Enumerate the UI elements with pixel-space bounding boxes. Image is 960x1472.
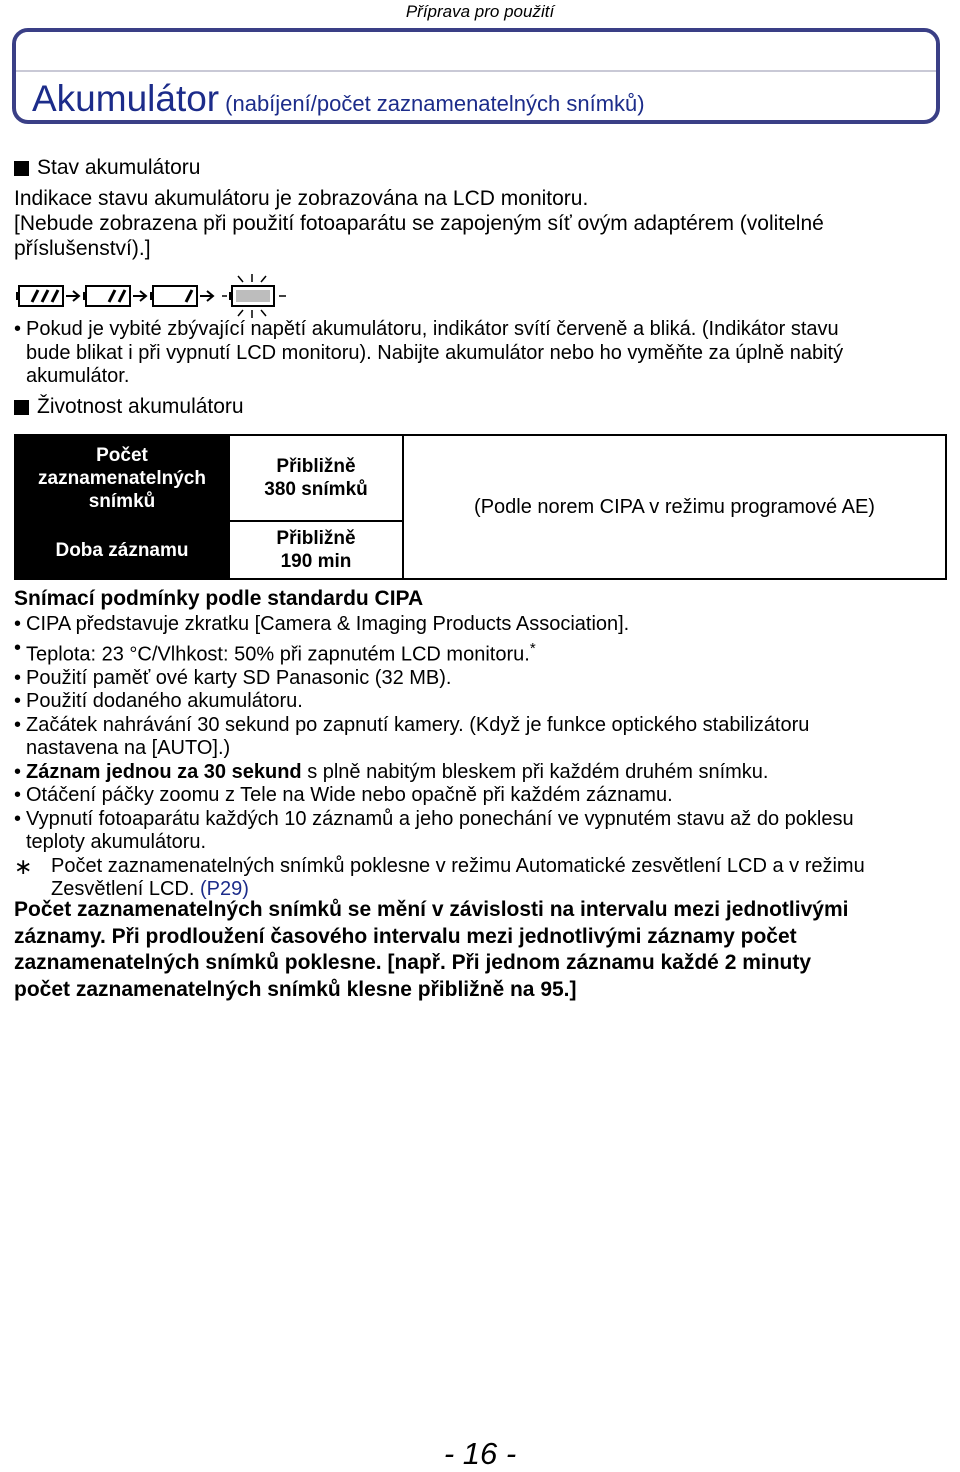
battery-full-icon bbox=[16, 286, 63, 306]
page-number: - 16 - bbox=[443, 1436, 517, 1471]
value-line: Přibližně bbox=[276, 528, 356, 549]
square-bullet-icon bbox=[14, 400, 29, 415]
table-row bbox=[15, 435, 946, 521]
section-heading-battery-life bbox=[14, 395, 244, 419]
battery-empty-blinking-icon bbox=[222, 274, 286, 318]
page-reference-link[interactable]: (P29) bbox=[199, 878, 249, 901]
list-item bbox=[14, 761, 949, 785]
battery-sequence-svg bbox=[16, 272, 296, 318]
list-item bbox=[14, 784, 949, 808]
status-line-2: [Nebude zobrazena při použití fotoaparátu se zapojeným síť ovým adaptérem (volitelné bbox=[14, 212, 824, 235]
list-item bbox=[14, 637, 949, 667]
summary-line: záznamy. Při prodloužení časového intervalu mezi jednotlivými záznamy počet bbox=[14, 924, 797, 948]
page-title-sub: (nabíjení/počet zaznamenatelných snímků) bbox=[225, 91, 645, 116]
battery-note-list bbox=[14, 318, 949, 389]
item-text: Použití dodaného akumulátoru. bbox=[26, 690, 303, 713]
section-heading-battery-status bbox=[14, 156, 200, 180]
footnote-mark: * bbox=[529, 639, 536, 657]
page-title bbox=[32, 78, 645, 120]
footnote-text: Počet zaznamenatelných snímků poklesne v režimu Automatické zesvětlení LCD a v režimu bbox=[51, 854, 865, 877]
item-text: Použití paměť ové karty SD Panasonic (32 MB). bbox=[26, 666, 452, 689]
item-text: Otáčení páčky zoomu z Tele na Wide nebo opačně při každém záznamu. bbox=[26, 784, 673, 807]
summary-line: počet zaznamenatelných snímků klesne přibližně na 95.] bbox=[14, 977, 577, 1001]
value-line: 190 min bbox=[280, 551, 352, 572]
page-title-main: Akumulátor bbox=[32, 78, 220, 119]
summary-paragraph bbox=[14, 897, 949, 1003]
battery-indicator-sequence bbox=[16, 272, 296, 323]
value-line: Přibližně bbox=[276, 456, 356, 477]
note-line-2: bude blikat i při vypnutí LCD monitoru). Nabijte akumulátor nebo ho vyměňte za úplně nabitý bbox=[26, 341, 844, 364]
note-line-1: Pokud je vybité zbývající napětí akumulátoru, indikátor svítí červeně a bliká. (Indikátor stavu bbox=[26, 318, 839, 340]
running-header: Příprava pro použití bbox=[405, 2, 555, 21]
title-band bbox=[16, 32, 936, 72]
list-item bbox=[14, 808, 949, 855]
list-item bbox=[14, 613, 949, 637]
table-note-cell: (Podle norem CIPA v režimu programové AE) bbox=[403, 435, 946, 579]
battery-life-table bbox=[14, 434, 947, 580]
footnote bbox=[14, 855, 949, 902]
cipa-conditions-list bbox=[14, 613, 949, 902]
section-heading-text: Životnost akumulátoru bbox=[37, 395, 244, 418]
table-header-cell bbox=[15, 435, 229, 521]
table-value-cell bbox=[229, 521, 403, 579]
section-heading-text: Stav akumulátoru bbox=[37, 156, 201, 179]
list-item bbox=[14, 690, 949, 714]
item-text: Začátek nahrávání 30 sekund po zapnutí kamery. (Když je funkce optického stabilizátoru bbox=[26, 713, 810, 736]
item-text: nastavena na [AUTO].) bbox=[26, 737, 231, 760]
item-text: teploty akumulátoru. bbox=[26, 831, 207, 854]
status-line-1: Indikace stavu akumulátoru je zobrazována na LCD monitoru. bbox=[14, 187, 589, 210]
table-value-cell bbox=[229, 435, 403, 521]
arrow-right-icon bbox=[66, 291, 79, 301]
square-bullet-icon bbox=[14, 161, 29, 176]
status-line-3: příslušenství).] bbox=[14, 237, 151, 260]
item-text: s plně nabitým bleskem při každém druhém snímku. bbox=[307, 760, 769, 783]
title-banner bbox=[12, 28, 940, 124]
value-line: 380 snímků bbox=[264, 479, 368, 500]
arrow-right-icon bbox=[133, 291, 146, 301]
cipa-heading: Snímací podmínky podle standardu CIPA bbox=[14, 587, 424, 610]
list-item bbox=[14, 714, 949, 761]
item-text: Teplota: 23 °C/Vlhkost: 50% při zapnutém LCD monitoru. bbox=[26, 643, 530, 666]
list-item bbox=[14, 318, 949, 389]
arrow-right-icon bbox=[200, 291, 213, 301]
item-text: Vypnutí fotoaparátu každých 10 záznamů a jeho ponechání ve vypnutém stavu až do poklesu bbox=[26, 807, 854, 830]
item-bold-lead: Záznam jednou za 30 sekund bbox=[26, 760, 302, 783]
item-text: CIPA představuje zkratku [Camera & Imaging Products Association]. bbox=[26, 613, 630, 635]
header-line: Počet bbox=[96, 444, 148, 466]
list-item bbox=[14, 667, 949, 691]
battery-two-thirds-icon bbox=[83, 286, 130, 306]
summary-line: Počet zaznamenatelných snímků se mění v závislosti na intervalu mezi jednotlivými bbox=[14, 898, 849, 921]
battery-one-third-icon bbox=[150, 286, 197, 306]
header-line: snímků bbox=[88, 490, 156, 512]
header-line: zaznamenatelných bbox=[38, 467, 206, 489]
footnote-text: Zesvětlení LCD. bbox=[51, 878, 195, 901]
summary-line: zaznamenatelných snímků poklesne. [např. Při jednom záznamu každé 2 minuty bbox=[14, 951, 812, 974]
note-line-3: akumulátor. bbox=[26, 365, 130, 387]
table-header-cell: Doba záznamu bbox=[15, 521, 229, 579]
